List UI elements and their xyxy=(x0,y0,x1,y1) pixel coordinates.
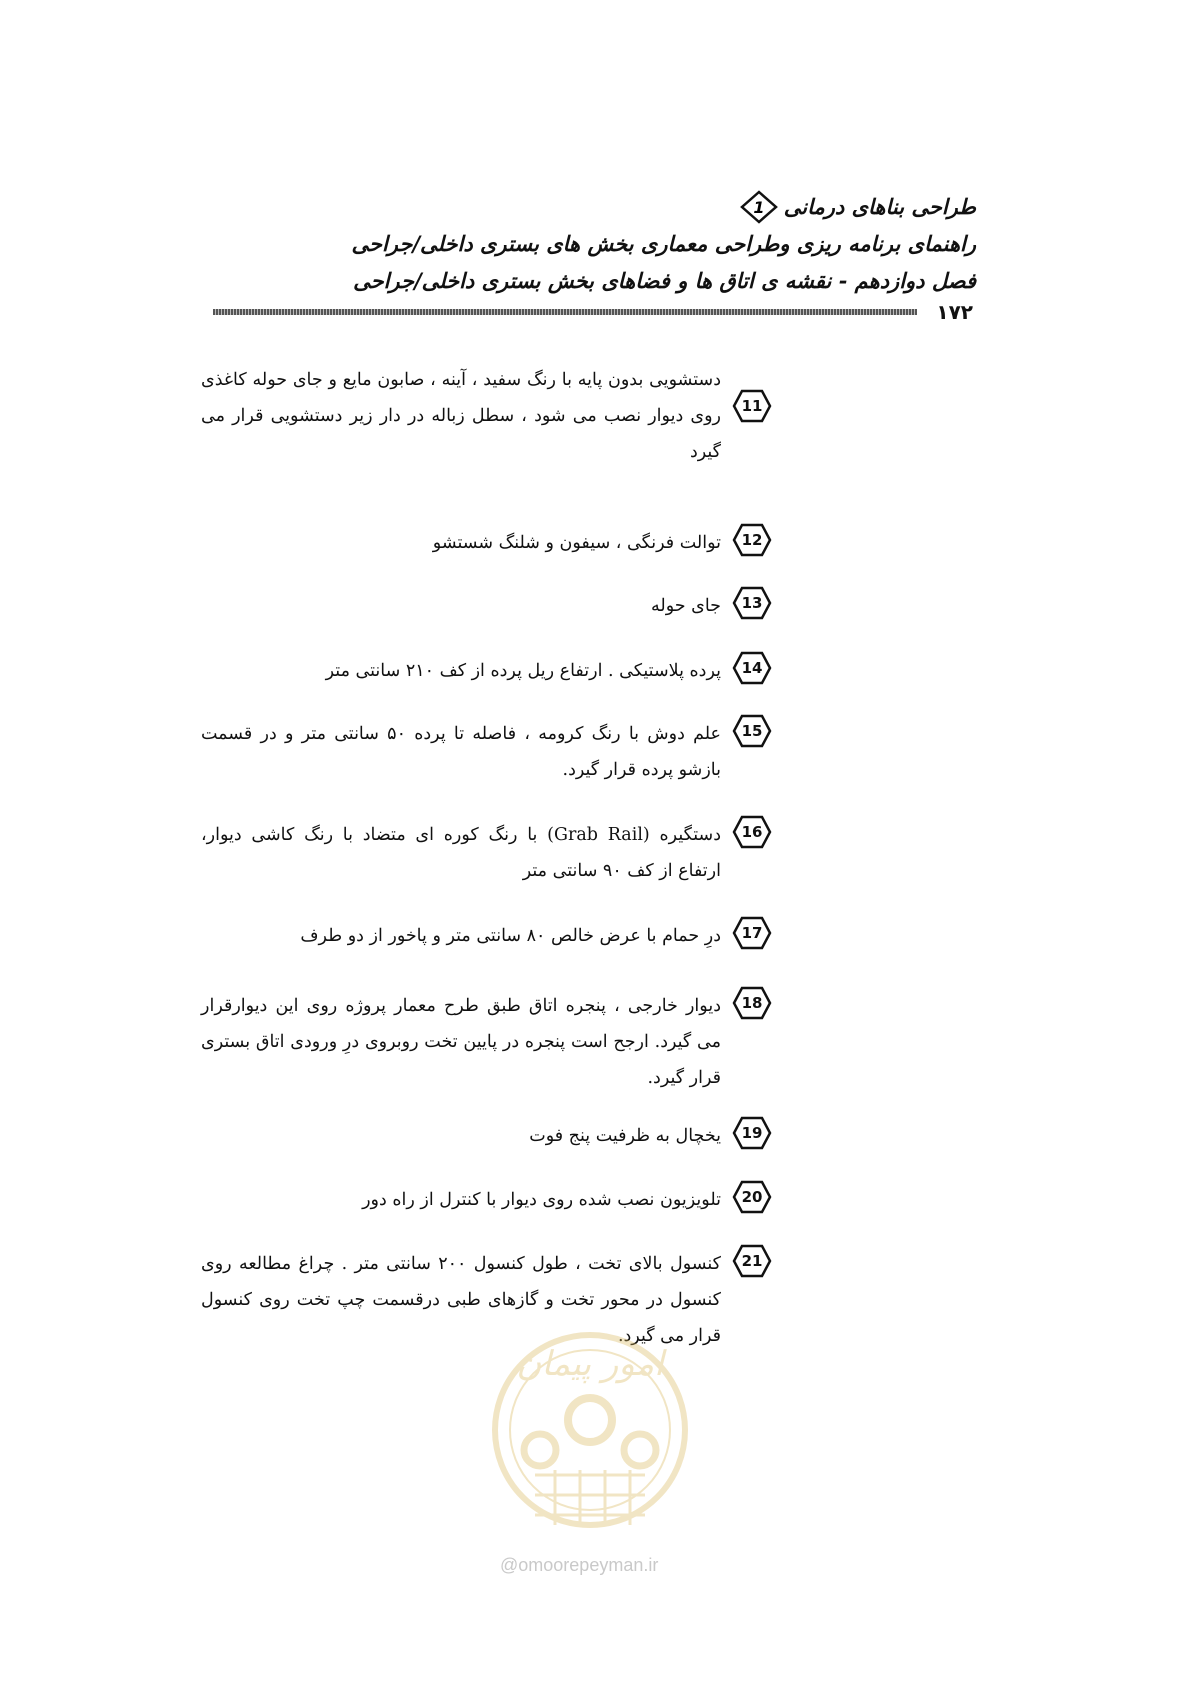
item-number: 15 xyxy=(741,722,763,740)
gear-emblem-icon xyxy=(480,1300,700,1560)
item-number: 19 xyxy=(741,1124,763,1142)
watermark-logo xyxy=(480,1300,700,1560)
item-number: 14 xyxy=(741,659,763,677)
item-number: 11 xyxy=(741,397,763,415)
chapter-title: فصل دوازدهم - نقشه ی اتاق ها و فضاهای بخش بستری داخلی/جراحی xyxy=(353,268,976,293)
item-number-badge xyxy=(732,1180,772,1214)
item-number-badge xyxy=(732,1116,772,1150)
item-number-badge xyxy=(732,389,772,423)
item-number-badge xyxy=(732,651,772,685)
item-number-badge xyxy=(732,916,772,950)
item-text: تلویزیون نصب شده روی دیوار با کنترل از راه دور xyxy=(362,1190,721,1210)
item-number: 16 xyxy=(741,823,763,841)
item-number: 12 xyxy=(741,531,763,549)
item-number-badge xyxy=(732,1244,772,1278)
item-number-badge xyxy=(732,586,772,620)
watermark-brand: امور پیمان xyxy=(516,1344,664,1384)
item-text: کنسول بالای تخت ، طول کنسول ۲۰۰ سانتی متر . چراغ مطالعه روی کنسول در محور تخت و گازهای طبی درقسمت چپ تخت روی کنسول قرار می گیرد. xyxy=(201,1254,721,1346)
item-number-badge xyxy=(732,986,772,1020)
page-subtitle: راهنمای برنامه ریزی وطراحی معماری بخش های بستری داخلی/جراحی xyxy=(351,231,976,256)
item-text: علم دوش با رنگ کرومه ، فاصله تا پرده ۵۰ سانتی متر و در قسمت بازشو پرده قرار گیرد. xyxy=(201,724,721,780)
list-item xyxy=(201,362,721,470)
volume-badge xyxy=(740,190,778,224)
list-item xyxy=(201,1118,721,1154)
list-item xyxy=(201,817,721,889)
list-item xyxy=(201,653,721,689)
item-text: دستگیره (Grab Rail) با رنگ کوره ای متضاد با رنگ کاشی دیوار، ارتفاع از کف ۹۰ سانتی متر xyxy=(201,825,721,881)
item-number-badge xyxy=(732,523,772,557)
volume-number: 1 xyxy=(753,197,765,217)
item-text: درِ حمام با عرض خالص ۸۰ سانتی متر و پاخور از دو طرف xyxy=(300,926,721,946)
list-item xyxy=(201,988,721,1096)
item-text: جای حوله xyxy=(651,596,721,616)
item-number: 18 xyxy=(741,994,763,1012)
item-number: 13 xyxy=(741,594,763,612)
item-number: 21 xyxy=(741,1252,763,1270)
page-header xyxy=(196,188,976,299)
page-number: ۱۷۲ xyxy=(936,300,973,324)
list-item xyxy=(201,525,721,561)
item-number: 17 xyxy=(741,924,763,942)
item-text: پرده پلاستیکی . ارتفاع ریل پرده از کف ۲۱۰ سانتی متر xyxy=(325,661,721,681)
header-rule xyxy=(213,309,917,315)
watermark-url: @omoorepeyman.ir xyxy=(500,1555,659,1575)
list-item xyxy=(201,588,721,624)
list-item xyxy=(201,1182,721,1218)
item-number-badge xyxy=(732,714,772,748)
diamond-icon xyxy=(740,190,778,224)
book-title-line xyxy=(196,188,976,225)
list-item xyxy=(201,918,721,954)
item-text: یخچال به ظرفیت پنج فوت xyxy=(529,1126,721,1146)
book-title: طراحی بناهای درمانی xyxy=(783,194,976,219)
item-number: 20 xyxy=(741,1188,763,1206)
list-item xyxy=(201,716,721,788)
item-text: دستشویی بدون پایه با رنگ سفید ، آینه ، صابون مایع و جای حوله کاغذی روی دیوار نصب می شود ، سطل زباله در دار زیر دستشویی قرار می گیرد xyxy=(201,370,721,462)
item-text: دیوار خارجی ، پنجره اتاق طبق طرح معمار پروژه روی این دیوارقرار می گیرد. ارجح است پنجره در پایین تخت روبروی درِ ورودی اتاق بستری قرار گیرد. xyxy=(201,996,721,1088)
item-number-badge xyxy=(732,815,772,849)
item-text: توالت فرنگی ، سیفون و شلنگ شستشو xyxy=(432,533,721,553)
